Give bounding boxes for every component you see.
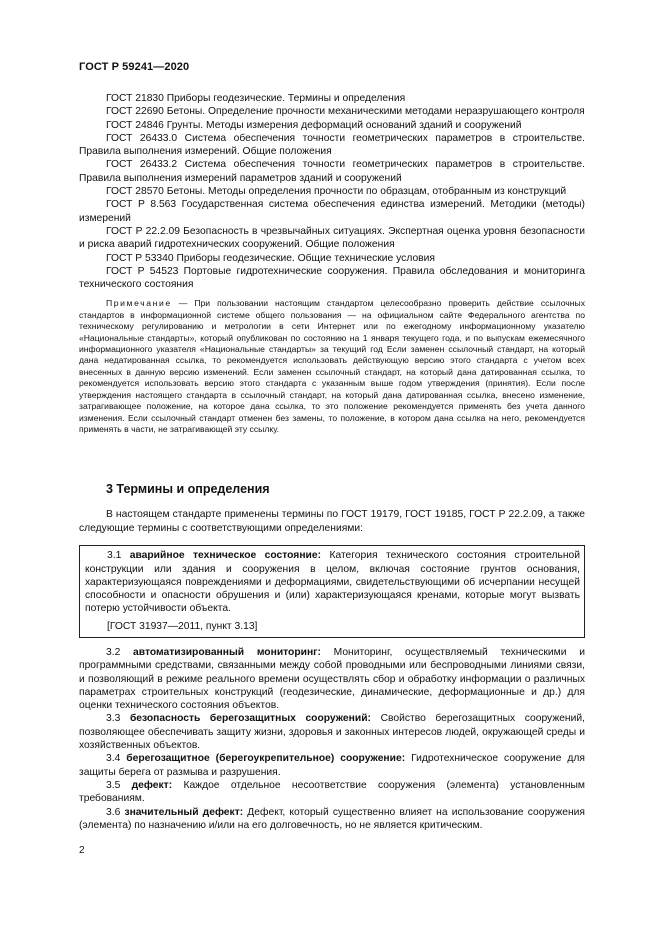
definition-number: 3.6 (106, 806, 121, 818)
definition-term: значительный дефект: (124, 806, 244, 818)
definition-list (79, 646, 585, 832)
reference-item: ГОСТ Р 54523 Портовые гидротехнические сооружения. Правила обследования и мониторинга технического состояния (79, 265, 585, 291)
boxed-definition (79, 545, 585, 638)
definition-number: 3.5 (106, 779, 121, 791)
definition-item (79, 806, 585, 833)
definition-number: 3.4 (106, 753, 121, 765)
reference-item: ГОСТ Р 22.2.09 Безопасность в чрезвычайных ситуациях. Экспертная оценка уровня безопасности и риска аварий гидротехнических сооружений. Общие положения (79, 225, 585, 251)
definition-term: дефект: (131, 779, 173, 791)
definition-term: автоматизированный мониторинг: (133, 647, 321, 658)
definition-item (79, 779, 585, 806)
definition-term: берегозащитное (берегоукрепительное) сооружение: (126, 753, 406, 765)
reference-item: ГОСТ 26433.0 Система обеспечения точности геометрических параметров в строительстве. Правила выполнения измерений. Общие положения (79, 132, 585, 158)
reference-item: ГОСТ 21830 Приборы геодезические. Термины и определения (106, 93, 406, 104)
definition-term: безопасность берегозащитных сооружений: (129, 713, 371, 725)
definition-item (79, 646, 585, 712)
definition-source: [ГОСТ 31937—2011, пункт 3.13] (107, 620, 258, 632)
reference-item: ГОСТ 22690 Бетоны. Определение прочности механическими методами неразрушающего контроля (106, 106, 585, 118)
definition-term: аварийное техническое состояние: (129, 550, 322, 562)
note (79, 298, 585, 435)
reference-item: ГОСТ Р 8.563 Государственная система обеспечения единства измерений. Методики (методы) измерений (79, 199, 585, 224)
reference-item: ГОСТ 24846 Грунты. Методы измерения деформаций оснований зданий и сооружений (106, 119, 522, 131)
doc-header: ГОСТ Р 59241—2020 (79, 61, 190, 73)
section-intro: В настоящем стандарте применены термины по ГОСТ 19179, ГОСТ 19185, ГОСТ Р 22.2.09, а также следующие термины с соответствующими определениями: (79, 509, 585, 534)
note-label: Примечание (106, 298, 172, 309)
definition-text: Дефект, который существенно влияет на использование сооружения (элемента) по назначению и/или на его долговечность, но не является критическим. (79, 806, 585, 831)
content (79, 92, 585, 832)
definition-number: 3.1 (107, 550, 122, 562)
definition-item (79, 752, 585, 779)
definition-text: Каждое отдельное несоответствие сооружения (элемента) установленным требованиям. (79, 779, 585, 805)
definition-item (79, 712, 585, 752)
definition-text: Гидротехническое сооружение для защиты берега от размыва и разрушения. (79, 753, 585, 778)
definition-3-1 (85, 549, 580, 615)
definition-number: 3.3 (106, 713, 121, 725)
definition-text: Категория технического состояния строительной конструкции или здания и сооружения в целом, включая состояние грунтов основания, характеризующаяся повреждениями и деформациями, свидетельствующими об исчерпании несущей способности и опасности обрушения и (или) характеризующаяся кренами, которые могут вызвать потерю устойчивости объекта. (85, 550, 580, 615)
reference-item: ГОСТ 26433.2 Система обеспечения точности геометрических параметров в строительстве. Правила выполнения измерений параметров зданий и сооружений (79, 159, 585, 184)
section-title: 3 Термины и определения (106, 482, 270, 497)
note-text: — При пользовании настоящим стандартом целесообразно проверить действие ссылочных стандартов в информационной системе общего пользования — на официальном сайте Федерального агентства по техническому регулированию и метрологии в сети Интернет или по ежегодному информационному указателю «Национальные стандарты», который опубликован по состоянию на 1 января текущего года, и по выпускам ежемесячного информационного указателя «Национальные стандарты» за текущий год Если заменен ссылочный стандарт, на который дана недатированная ссылка, то рекомендуется использовать действующую версию этого стандарта с учетом всех внесенных в данную версию изменений. Если заменен ссылочный стандарт, на который дана датированная ссылка, то рекомендуется использовать версию этого стандарта с указанным выше годом утверждения (принятия). Если после утверждения настоящего стандарта в ссылочный стандарт, на который дана датированная ссылка, внесено изменение, затрагивающее положение, на которое дана ссылка, то это положение рекомендуется применять без учета данного изменения. Если ссылочный стандарт отменен без замены, то положение, в котором дана ссылка на него, рекомендуется применять в части, не затрагивающей эту ссылку. (79, 298, 585, 434)
definition-text: Мониторинг, осуществляемый техническими и программными средствами, связанными между собой проводными или беспроводными линиями связи, и позволяющий в режиме реального времени осуществлять сбор и обработку информации о различных параметрах строительных конструкций (геодезические, динамические, деформационные и др.) для оценки технического состояния объектов. (79, 647, 585, 712)
reference-item: ГОСТ 28570 Бетоны. Методы определения прочности по образцам, отобранным из конструкций (106, 186, 567, 198)
definition-number: 3.2 (106, 647, 121, 658)
reference-list (79, 92, 585, 291)
page-number: 2 (79, 845, 85, 856)
reference-item: ГОСТ Р 53340 Приборы геодезические. Общие технические условия (106, 252, 435, 264)
definition-text: Свойство берегозащитных сооружений, позволяющее обеспечивать защиту жизни, здоровья и законных интересов людей, окружающей среды и хозяйственных объектов. (79, 713, 585, 752)
